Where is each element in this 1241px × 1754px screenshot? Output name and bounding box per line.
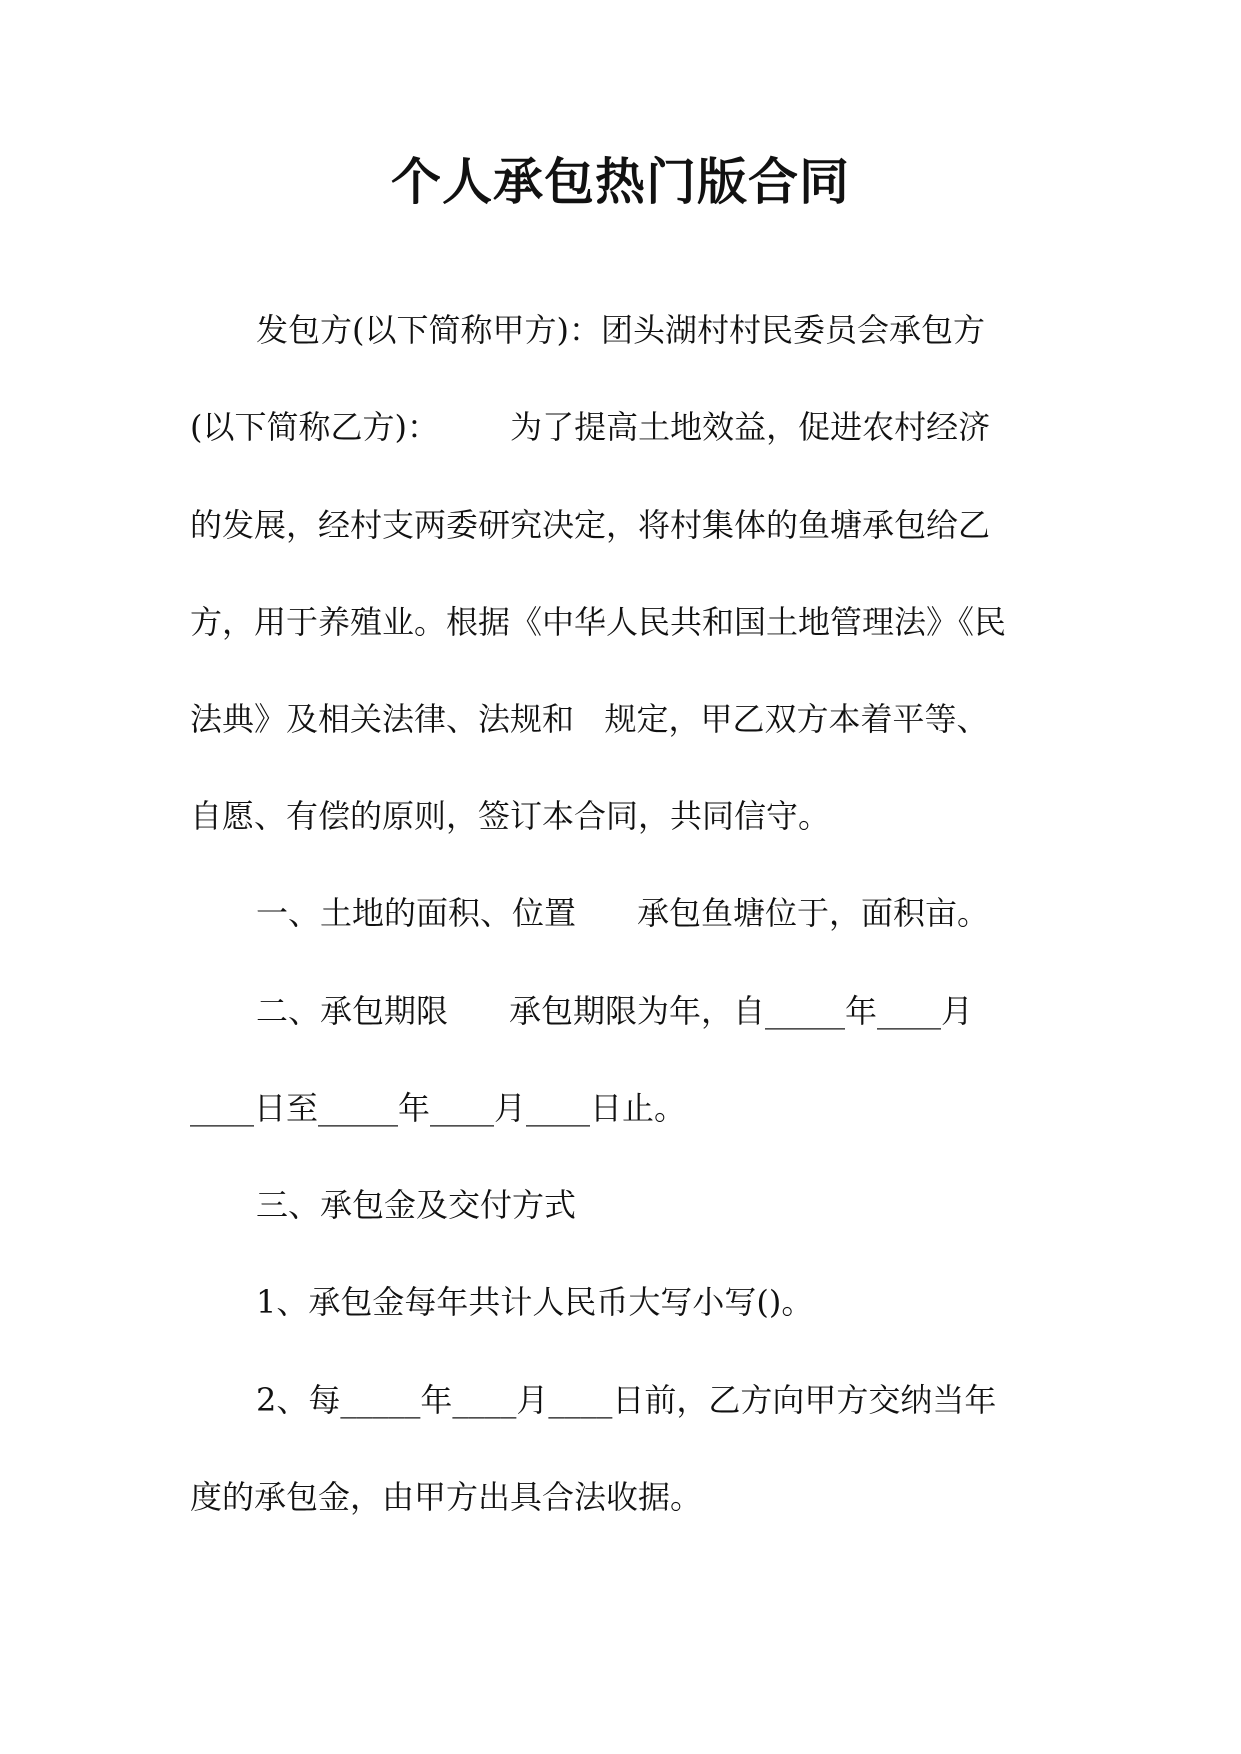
- section-1-heading: 一、土地的面积、位置 承包鱼塘位于，面积亩。: [256, 894, 990, 932]
- paragraph-line-1: 发包方(以下简称甲方)：团头湖村村民委员会承包方: [256, 311, 985, 349]
- paragraph-line-2: (以下简称乙方)： 为了提高土地效益，促进农村经济: [190, 408, 991, 446]
- paragraph-line-3: 的发展，经村支两委研究决定，将村集体的鱼塘承包给乙: [190, 506, 991, 544]
- paragraph-line-6: 自愿、有偿的原则，签订本合同，共同信守。: [190, 797, 831, 835]
- clause-3-2: 2、每_____年____月____日前，乙方向甲方交纳当年: [256, 1381, 997, 1419]
- paragraph-line-4: 方，用于养殖业。根据《中华人民共和国土地管理法》《民: [190, 603, 1007, 641]
- clause-3-1: 1、承包金每年共计人民币大写小写()。: [256, 1283, 814, 1321]
- section-2-continuation: ____日至_____年____月____日止。: [190, 1089, 687, 1127]
- section-3-heading: 三、承包金及交付方式: [256, 1186, 577, 1224]
- paragraph-line-5: 法典》及相关法律、法规和 规定，甲乙双方本着平等、: [190, 700, 989, 738]
- document-title: 个人承包热门版合同: [391, 152, 850, 211]
- section-2-heading: 二、承包期限 承包期限为年，自_____年____月: [256, 992, 974, 1030]
- clause-3-2-continuation: 度的承包金，由甲方出具合法收据。: [190, 1478, 703, 1516]
